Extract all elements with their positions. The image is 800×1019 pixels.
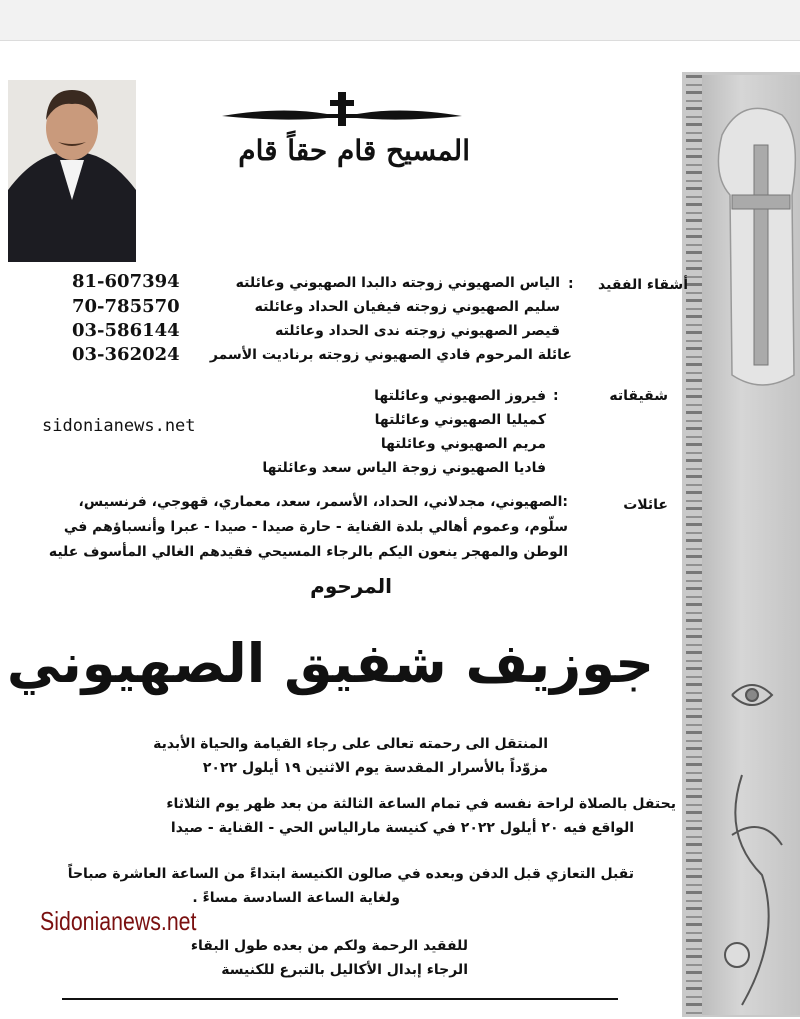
watermark-top: sidonianews.net: [42, 416, 196, 436]
sibling-row-1: الياس الصهيوني زوجته دالبدا الصهيوني وعائلته: [235, 275, 560, 291]
sister-row-4: فاديا الصهيوني زوجة الياس سعد وعائلتها: [262, 460, 546, 476]
families-label: عائلات: [623, 497, 668, 513]
condolence-line-2: ولغاية الساعة السادسة مساءً .: [192, 890, 400, 906]
motto-heading: المسيح قام حقاً قام: [238, 134, 470, 167]
sibling-phone-4: 03-362024: [72, 344, 180, 365]
side-ornament: [702, 75, 800, 1015]
deceased-name: جوزيف شفيق الصهيوني: [6, 632, 654, 695]
passing-line-1: المنتقل الى رحمته تعالى على رجاء القيامة والحياة الأبدية: [153, 736, 548, 752]
closing-line-2: الرجاء إبدال الأكاليل بالتبرع للكنيسة: [221, 962, 468, 978]
families-line-1: :الصهيوني، مجدلاني، الحداد، الأسمر، سعد، معماري، قهوجي، فرنسيس،: [78, 494, 568, 510]
sibling-phone-3: 03-586144: [72, 320, 180, 341]
sisters-colon: :: [553, 388, 559, 404]
siblings-colon: :: [568, 276, 574, 292]
siblings-label: أشقاء الفقيد: [598, 277, 688, 293]
prayer-line-1: يحتفل بالصلاة لراحة نفسه في تمام الساعة الثالثة من بعد ظهر يوم الثلاثاء: [166, 796, 676, 812]
sibling-phone-1: 81-607394: [72, 271, 180, 292]
sibling-row-2: سليم الصهيوني زوجته فيفيان الحداد وعائلته: [254, 299, 560, 315]
sisters-label: شقيقاته: [609, 388, 668, 404]
deceased-title: المرحوم: [310, 574, 392, 598]
closing-line-1: للفقيد الرحمة ولكم من بعده طول البقاء: [190, 938, 468, 954]
sister-row-1: فيروز الصهيوني وعائلتها: [374, 388, 546, 404]
top-bar: [0, 0, 800, 41]
condolence-line-1: تقبل التعازي قبل الدفن وبعده في صالون الكنيسة ابتداءً من الساعة العاشرة صباحاً: [67, 866, 634, 882]
watermark-bottom: Sidonianews.net: [40, 906, 197, 936]
sibling-row-4: عائلة المرحوم فادي الصهيوني زوجته برناديت الأسمر: [209, 347, 572, 363]
sister-row-2: كميليا الصهيوني وعائلتها: [374, 412, 546, 428]
families-line-3: الوطن والمهجر ينعون اليكم بالرجاء المسيحي فقيدهم الغالي المأسوف عليه: [48, 544, 568, 560]
cross-ornament: [222, 92, 462, 128]
deceased-photo: [8, 80, 136, 262]
sister-row-3: مريم الصهيوني وعائلتها: [380, 436, 546, 452]
families-line-2: سلّوم، وعموم أهالي بلدة القناية - حارة صيدا - صيدا - عبرا وأنسباؤهم في: [63, 519, 568, 535]
passing-line-2: مزوّداً بالأسرار المقدسة يوم الاثنين ١٩ أيلول ٢٠٢٢: [202, 760, 548, 776]
prayer-line-2: الواقع فيه ٢٠ أيلول ٢٠٢٢ في كنيسة مارالياس الحي - القناية - صيدا: [170, 820, 634, 836]
bottom-divider: [62, 998, 618, 1000]
ornament-border: [686, 75, 702, 1015]
sibling-phone-2: 70-785570: [72, 296, 180, 317]
sibling-row-3: قيصر الصهيوني زوجته ندى الحداد وعائلته: [275, 323, 560, 339]
